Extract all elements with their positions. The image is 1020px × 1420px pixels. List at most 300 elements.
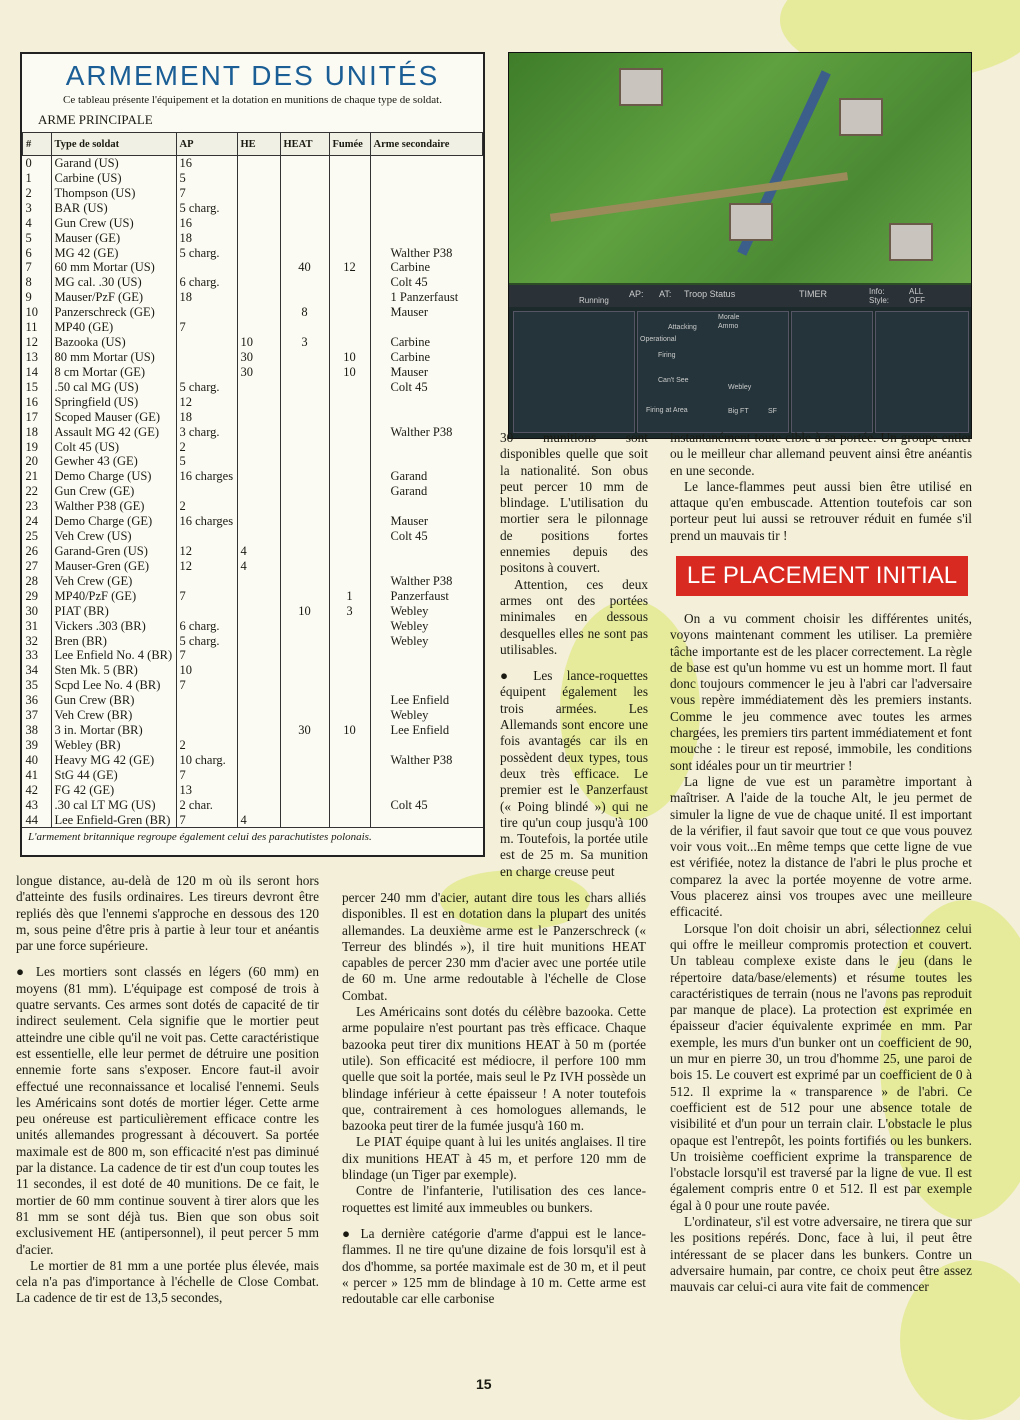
table-cell: .50 cal MG (US) [51, 380, 176, 395]
table-cell: Colt 45 [390, 529, 428, 544]
table-cell [370, 171, 483, 186]
hud-label: Attacking [668, 324, 697, 331]
table-cell [176, 708, 237, 723]
table-cell [176, 260, 237, 275]
table-cell [370, 186, 483, 201]
table-cell [329, 201, 370, 216]
table-cell: 80 mm Mortar (US) [51, 350, 176, 365]
table-cell [237, 216, 280, 231]
table-cell: Walther P38 [390, 752, 453, 767]
table-cell [280, 559, 329, 574]
table-cell [329, 619, 370, 634]
table-row [23, 305, 483, 320]
table-cell: 42 [23, 783, 52, 798]
table-row [23, 380, 483, 395]
table-cell: 10 [329, 365, 370, 380]
table-row [23, 514, 483, 529]
table-cell: Demo Charge (US) [51, 469, 176, 484]
table-cell: Mauser (GE) [51, 231, 176, 246]
table-cell: 9 [23, 290, 52, 305]
table-cell: 10 [329, 350, 370, 365]
table-cell: Assault MG 42 (GE) [51, 425, 176, 440]
table-cell: 4 [237, 559, 280, 574]
table-row [23, 798, 483, 813]
table-footnote: L'armement britannique regroupe également celui des parachutistes polonais. [22, 827, 483, 846]
table-row [23, 544, 483, 559]
paragraph: instantanément toute cible à sa portée. Un groupe entier ou le meilleur char allemand peuvent ainsi être anéantis en une seconde. [670, 430, 972, 478]
hud-label: Style: [869, 296, 890, 305]
table-cell: 12 [23, 335, 52, 350]
table-cell: 26 [23, 544, 52, 559]
table-cell [237, 693, 280, 708]
table-cell: Colt 45 [390, 275, 428, 290]
table-cell [280, 768, 329, 783]
table-cell [329, 469, 370, 484]
table-cell [280, 574, 329, 589]
table-cell [329, 156, 370, 171]
unit-detail-panel [791, 311, 873, 433]
table-cell [370, 454, 483, 469]
table-cell [176, 305, 237, 320]
table-cell: 33 [23, 648, 52, 663]
hud-label: Firing at Area [646, 407, 688, 414]
building [619, 68, 663, 106]
hud-label: Big FT [728, 408, 749, 415]
table-cell [329, 559, 370, 574]
table-cell: 28 [23, 574, 52, 589]
section-heading: LE PLACEMENT INITIAL [676, 556, 968, 596]
table-cell [237, 201, 280, 216]
table-cell: Mauser [390, 305, 428, 320]
table-cell [370, 410, 483, 425]
table-cell: 6 [23, 246, 52, 261]
table-cell [280, 425, 329, 440]
table-cell: 40 [23, 753, 52, 768]
table-cell: Mauser [390, 364, 428, 379]
building [839, 98, 883, 136]
table-intro: Ce tableau présente l'équipement et la dotation en munitions de chaque type de soldat. [63, 94, 442, 106]
table-cell: 60 mm Mortar (US) [51, 260, 176, 275]
table-row [23, 365, 483, 380]
table-cell: 2 [176, 499, 237, 514]
table-cell [237, 499, 280, 514]
table-cell: Gun Crew (GE) [51, 484, 176, 499]
table-cell [280, 320, 329, 335]
table-row [23, 231, 483, 246]
table-cell [176, 604, 237, 619]
table-cell [280, 619, 329, 634]
table-row [23, 156, 483, 171]
table-cell: 36 [23, 693, 52, 708]
paragraph: ● Les mortiers sont classés en légers (60 mm) en moyens (81 mm). L'équipage est composé de trois à quatre servants. Ces armes sont dotés de capacité de tir indirect seulement. Cela signifie que le mortier peut atteindre une cible qu'il ne voit pas. Cette caractéristique est essentielle, elle leur permet de détruire une position ennemie forte sans s'exposer. Encore faut-il avoir effectué une reconnaissance et localisé l'ennemi. Seuls les Américains sont dotés de mortier léger. Cette arme peu onéreuse est particulièrement efficace contre les unités allemandes progressant à découvert. Sa portée maximale est de 800 m, son efficacité n'est pas diminué par la distance. La cadence de tir est d'un coup toutes les 11 secondes, il est doté de 40 munitions. De ce fait, le mortier de 60 mm continue souvent à tirer alors que les 81 mm se sont déjà tus. Bien que son obus soit exclusivement HE (antipersonnel), il peut percer 5 mm d'acier. [16, 964, 319, 1257]
paragraph: Le PIAT équipe quant à lui les unités anglaises. Il tire dix munitions HEAT à 45 m, et perfore 120 mm de blindage (un Tiger par exemple). [342, 1134, 646, 1183]
table-cell [176, 335, 237, 350]
table-row [23, 335, 483, 350]
table-row [23, 783, 483, 798]
table-cell [329, 634, 370, 649]
table-cell [176, 350, 237, 365]
table-cell: 35 [23, 678, 52, 693]
table-cell [237, 380, 280, 395]
table-cell: 7 [23, 260, 52, 275]
table-cell [329, 395, 370, 410]
table-cell [237, 171, 280, 186]
table-row [23, 574, 483, 589]
table-cell [370, 544, 483, 559]
table-cell [237, 753, 280, 768]
hud-label: Info: [869, 287, 885, 296]
table-cell [329, 768, 370, 783]
table-cell: 12 [176, 395, 237, 410]
paragraph: L'ordinateur, s'il est votre adversaire, ne tirera que sur les positions repérés. Donc, face à lui, il peut être intéressant de se placer dans les bunkers. Contre un adversaire humain, par contre, ce choix peut être assez mauvais car celui-ci aura vite fait de commencer [670, 1213, 972, 1295]
table-cell: 30 [237, 350, 280, 365]
table-cell: 29 [23, 589, 52, 604]
col-header-ap: AP [176, 133, 237, 156]
table-cell [237, 320, 280, 335]
table-row [23, 559, 483, 574]
table-cell: Bazooka (US) [51, 335, 176, 350]
table-cell [280, 440, 329, 455]
table-cell: 31 [23, 619, 52, 634]
table-cell [176, 723, 237, 738]
table-cell [237, 246, 280, 261]
mini-map-panel [875, 311, 969, 433]
table-cell: Colt 45 [390, 379, 428, 394]
table-cell [329, 574, 370, 589]
table-cell [329, 798, 370, 813]
table-cell [370, 216, 483, 231]
table-cell: Sten Mk. 5 (BR) [51, 663, 176, 678]
table-cell: 32 [23, 634, 52, 649]
table-title: ARMEMENT DES UNITÉS [65, 60, 440, 91]
table-row [23, 813, 483, 828]
table-cell [237, 798, 280, 813]
table-cell [370, 738, 483, 753]
hud-bottom-panel [509, 307, 971, 438]
table-cell [237, 708, 280, 723]
table-cell [329, 216, 370, 231]
table-cell [280, 380, 329, 395]
table-row [23, 708, 483, 723]
table-cell: Lee Enfield No. 4 (BR) [51, 648, 176, 663]
table-cell [329, 783, 370, 798]
table-cell [280, 499, 329, 514]
table-cell [329, 231, 370, 246]
table-cell [280, 753, 329, 768]
table-cell: 40 [280, 260, 329, 275]
table-cell [280, 648, 329, 663]
table-cell: 0 [23, 156, 52, 171]
text-column-1 [16, 873, 319, 1307]
table-cell: 7 [176, 320, 237, 335]
table-cell: 5 [176, 454, 237, 469]
col-header-secondary-weapon: Arme secondaire [370, 133, 483, 156]
table-cell: 10 [23, 305, 52, 320]
table-cell [280, 365, 329, 380]
table-cell [329, 738, 370, 753]
table-cell [237, 604, 280, 619]
table-cell: 20 [23, 454, 52, 469]
table-cell [176, 365, 237, 380]
table-cell: 18 [176, 410, 237, 425]
hud-label: TIMER [799, 289, 827, 299]
table-row [23, 604, 483, 619]
table-cell [280, 708, 329, 723]
table-row [23, 529, 483, 544]
table-cell [329, 380, 370, 395]
table-cell [329, 484, 370, 499]
table-cell: 23 [23, 499, 52, 514]
paragraph: percer 240 mm d'acier, autant dire tous les chars alliés disponibles. Il est en dotation dans la plupart des unités allemandes. La deuxième arme est le Panzerschreck (« Terreur des blindés »), il tire huit munitions HEAT capables de percer 230 mm d'acier avec une portée utile de 60 m. Une arme redoutable à l'échelle de Close Combat. [342, 890, 646, 1003]
table-cell [280, 813, 329, 828]
paragraph: 30 munitions sont disponibles quelle que soit la nationalité. Son obus peut percer 10 mm de blindage. L'utilisation du mortier sera le pilonnage de positions fortes ennemies depuis des positons à couvert. [500, 430, 648, 576]
unit-list-panel [513, 311, 635, 433]
table-cell [329, 529, 370, 544]
table-cell: 16 [23, 395, 52, 410]
table-cell: 12 [176, 544, 237, 559]
table-cell: 11 [23, 320, 52, 335]
table-cell [329, 544, 370, 559]
table-cell: Webley [390, 708, 429, 723]
hud-label: Can't See [658, 377, 689, 384]
hud-label: Firing [658, 352, 676, 359]
col-header-he: HE [237, 133, 280, 156]
table-cell [329, 246, 370, 261]
table-cell: 12 [329, 260, 370, 275]
table-cell: MG 42 (GE) [51, 246, 176, 261]
table-cell: 38 [23, 723, 52, 738]
table-cell [370, 395, 483, 410]
table-cell [237, 454, 280, 469]
table-cell: Gun Crew (BR) [51, 693, 176, 708]
table-cell: Gun Crew (US) [51, 216, 176, 231]
table-row [23, 753, 483, 768]
table-cell: 3 charg. [176, 425, 237, 440]
table-cell: 7 [176, 648, 237, 663]
building [729, 203, 773, 241]
paragraph: ● Les lance-roquettes équipent également les trois armées. Les Allemands sont encore une fois avantagés car ils en possèdent deux types, tous deux très efficace. Le premier est le Panzerfaust (« Poing blindé ») qui ne tire qu'un coup jusqu'à 100 m. Toutefois, la portée utile est de 25 m. Sa munition en charge creuse peut [500, 668, 648, 879]
table-cell [370, 678, 483, 693]
table-cell [280, 634, 329, 649]
table-row [23, 425, 483, 440]
col-header-smoke: Fumée [329, 133, 370, 156]
table-cell: BAR (US) [51, 201, 176, 216]
table-cell [280, 350, 329, 365]
table-cell: MG cal. .30 (US) [51, 275, 176, 290]
table-cell: StG 44 (GE) [51, 768, 176, 783]
paragraph: Le mortier de 81 mm a une portée plus élevée, mais cela n'a pas d'importance à l'échelle de Close Combat. La cadence de tir est de 13,5 secondes, [16, 1257, 319, 1306]
hud-label: AT: [659, 289, 672, 299]
table-cell [280, 798, 329, 813]
table-cell [280, 693, 329, 708]
table-cell [237, 186, 280, 201]
table-cell: 16 charges [176, 514, 237, 529]
table-cell [176, 529, 237, 544]
table-cell: Veh Crew (GE) [51, 574, 176, 589]
table-cell [280, 186, 329, 201]
table-cell: Walther P38 [390, 245, 453, 260]
table-cell [237, 156, 280, 171]
table-cell: Garand (US) [51, 156, 176, 171]
hud-label: SF [768, 408, 777, 415]
table-cell: 22 [23, 484, 52, 499]
table-row [23, 395, 483, 410]
table-cell [329, 186, 370, 201]
paragraph: On a vu comment choisir les différentes unités, voyons maintenant comment les utiliser. La première tâche importante est de les placer correctement. La règle de base est qu'un homme vu est un homme mort. Il faut donc toujours commencer le jeu à l'abri car l'adversaire vous repère immédiatement dès les premiers instants. Comme le jeu commence avec toutes les armes chargées, les premiers tirs partent immédiatement et font mouche : le tireur est reposé, immobile, les conditions sont idéales pour un tir meurtrier ! [670, 611, 972, 773]
table-cell: 37 [23, 708, 52, 723]
table-cell [237, 738, 280, 753]
table-cell: 18 [176, 231, 237, 246]
table-cell [280, 201, 329, 216]
building [889, 223, 933, 261]
table-cell: 5 [23, 231, 52, 246]
table-cell [280, 395, 329, 410]
col-header-heat: HEAT [280, 133, 329, 156]
table-cell: 13 [23, 350, 52, 365]
table-cell [370, 783, 483, 798]
table-cell: 19 [23, 440, 52, 455]
table-cell [370, 768, 483, 783]
table-cell: Garand [390, 469, 428, 484]
table-cell: 2 [176, 440, 237, 455]
table-cell [237, 305, 280, 320]
table-cell: 34 [23, 663, 52, 678]
table-row [23, 678, 483, 693]
table-row [23, 260, 483, 275]
table-cell: 1 [329, 589, 370, 604]
table-cell: Bren (BR) [51, 634, 176, 649]
table-row [23, 484, 483, 499]
table-row [23, 350, 483, 365]
table-cell: 10 charg. [176, 753, 237, 768]
paragraph: La ligne de vue est un paramètre important à maîtriser. A l'aide de la touche Alt, le jeu permet de simuler la ligne de vue de chaque unité. Il est important de la vérifier, il faut savoir que tout ce que vous pouvez voir vous voit...En même temps que cette ligne de vue est vérifiée, notez la distance de l'abri le plus proche et comparez la avec la portée moyenne de votre arme. Vous placerez ainsi vos troupes avec une meilleure efficacité. [670, 773, 972, 920]
hud-label: Morale [718, 314, 740, 321]
table-cell: Veh Crew (US) [51, 529, 176, 544]
table-cell: 5 charg. [176, 246, 237, 261]
table-cell: MP40 (GE) [51, 320, 176, 335]
hud-label: OFF [909, 296, 925, 305]
table-cell [237, 484, 280, 499]
hud-label: AP: [629, 289, 644, 299]
table-cell: 7 [176, 813, 237, 828]
table-cell [329, 454, 370, 469]
table-cell: 3 [23, 201, 52, 216]
table-cell [280, 454, 329, 469]
table-cell: 3 in. Mortar (BR) [51, 723, 176, 738]
table-cell [280, 529, 329, 544]
table-cell: 16 [176, 216, 237, 231]
table-cell: 30 [23, 604, 52, 619]
table-cell: 18 [23, 425, 52, 440]
table-cell [237, 410, 280, 425]
table-cell [329, 648, 370, 663]
paragraph: longue distance, au-delà de 120 m où ils seront hors d'atteinte des fusils ordinaires. Les tireurs devront être repliés dès que l'ennemi s'approche en dessous des 120 m, sous peine d'être pris à partie à leur tour et anéantis par une force supérieure. [16, 873, 319, 954]
unit-status-panel [637, 311, 789, 433]
paragraph: Contre de l'infanterie, l'utilisation des ces lance-roquettes est limité aux immeubles ou bunkers. [342, 1183, 646, 1215]
table-cell [329, 440, 370, 455]
table-cell: 43 [23, 798, 52, 813]
table-cell [280, 663, 329, 678]
table-cell: Carbine [390, 260, 431, 275]
table-cell: .30 cal LT MG (US) [51, 798, 176, 813]
col-header-number: # [23, 133, 52, 156]
table-cell: 1 [23, 171, 52, 186]
table-cell: 10 [176, 663, 237, 678]
table-row [23, 663, 483, 678]
table-cell: Walther P38 (GE) [51, 499, 176, 514]
table-cell: Webley [390, 618, 429, 633]
table-cell [280, 678, 329, 693]
table-cell: Gewher 43 (GE) [51, 454, 176, 469]
table-cell [237, 768, 280, 783]
table-cell [370, 813, 483, 828]
table-row [23, 186, 483, 201]
table-cell: 4 [237, 813, 280, 828]
table-cell [237, 514, 280, 529]
table-cell: Colt 45 [390, 797, 428, 812]
table-cell: Scoped Mauser (GE) [51, 410, 176, 425]
table-cell [329, 514, 370, 529]
table-cell [370, 320, 483, 335]
table-cell [176, 484, 237, 499]
table-cell [329, 693, 370, 708]
table-subtitle: ARME PRINCIPALE [38, 112, 153, 127]
text-column-2-bottom [342, 890, 646, 1307]
table-cell [237, 231, 280, 246]
table-cell: 30 [237, 365, 280, 380]
table-cell: 10 [329, 723, 370, 738]
table-cell: 16 [176, 156, 237, 171]
table-cell: Thompson (US) [51, 186, 176, 201]
table-cell: 8 [23, 275, 52, 290]
table-cell: 18 [176, 290, 237, 305]
table-cell: 16 charges [176, 469, 237, 484]
table-cell [280, 783, 329, 798]
table-cell: Webley (BR) [51, 738, 176, 753]
hud-label: Ammo [718, 323, 739, 330]
table-cell: Walther P38 [390, 424, 453, 439]
table-cell [237, 648, 280, 663]
table-cell: 14 [23, 365, 52, 380]
table-cell: 39 [23, 738, 52, 753]
table-row [23, 469, 483, 484]
table-cell: 7 [176, 589, 237, 604]
weapons-table [22, 132, 483, 827]
table-cell: 5 charg. [176, 634, 237, 649]
table-cell: Webley [390, 603, 429, 618]
table-cell: 5 [176, 171, 237, 186]
table-cell [237, 619, 280, 634]
table-cell: 4 [237, 544, 280, 559]
hud-label: Running [579, 296, 609, 305]
table-cell [329, 290, 370, 305]
table-cell: Mauser-Gren (GE) [51, 559, 176, 574]
table-cell: 7 [176, 186, 237, 201]
table-cell: 12 [176, 559, 237, 574]
table-cell [237, 529, 280, 544]
table-cell: Heavy MG 42 (GE) [51, 753, 176, 768]
table-cell [176, 693, 237, 708]
table-cell [329, 410, 370, 425]
table-cell [237, 290, 280, 305]
table-row [23, 499, 483, 514]
table-row [23, 619, 483, 634]
table-cell: Lee Enfield-Gren (BR) [51, 813, 176, 828]
table-row [23, 768, 483, 783]
text-column-3-bottom [670, 611, 972, 1295]
table-cell: Panzerfaust [390, 588, 449, 603]
table-cell [280, 469, 329, 484]
